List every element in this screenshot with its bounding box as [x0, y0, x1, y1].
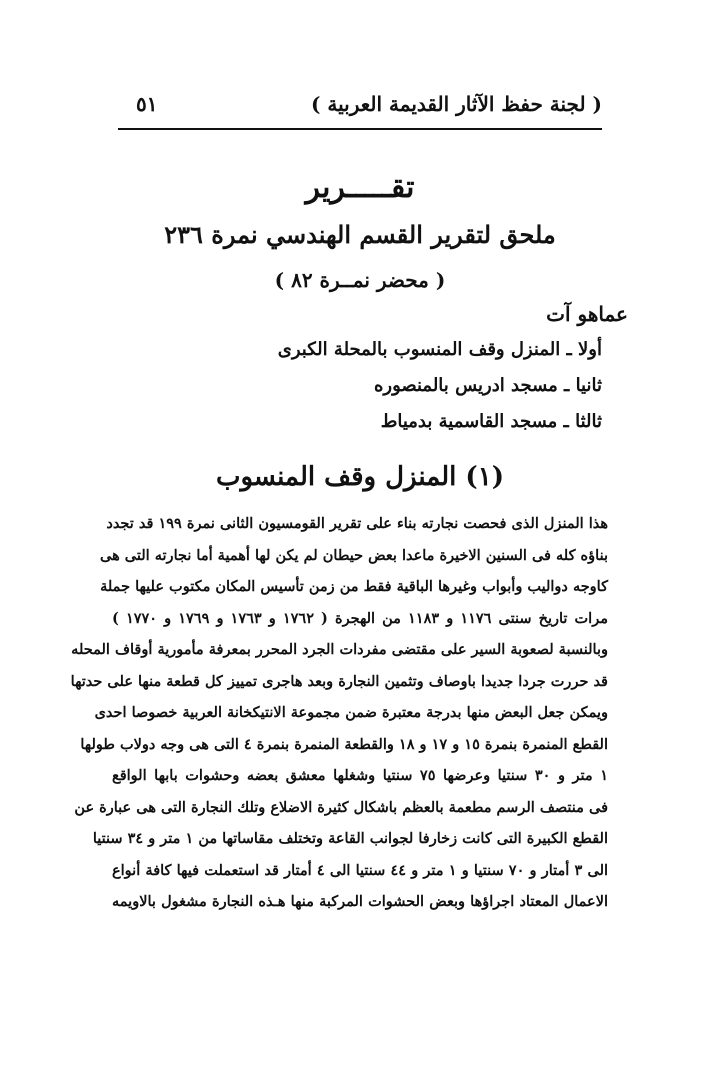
body-paragraph	[70, 508, 609, 918]
body-line: فى منتصف الرسم مطعمة بالعظم باشكال كثيرة الاضلاع وتلك النجارة التى هى عبارة عن	[74, 798, 608, 816]
running-header	[118, 92, 602, 126]
monuments-heading: عماهو آت	[546, 302, 628, 326]
body-line: ويمكن جعل البعض منها بدرجة معتبرة ضمن مجموعة الانتيكخانة العربية خصوصا احدى	[94, 704, 608, 721]
body-line: ١ متر و ٣٠ سنتيا وعرضها ٧٥ سنتيا وشغلها معشق بعضه وحشوات بابها الواقع	[112, 767, 608, 784]
section-heading: (١) المنزل وقف المنسوب	[215, 462, 505, 492]
body-line: هذا المنزل الذى فحصت نجارته بناء على تقرير القومسيون الثانى نمرة ١٩٩ قد تجدد	[106, 515, 608, 532]
monument-item-3: ثالثا ـ مسجد القاسمية بدمياط	[380, 411, 602, 432]
body-line: كاوجه دواليب وأبواب وغيرها الباقية فقط من زمن تأسيس المكان مكتوب عليها جملة	[100, 578, 608, 595]
header-rule	[118, 128, 602, 130]
body-line: القطع المنمرة بنمرة ١٥ و ١٧ و ١٨ والقطعة المنمرة بنمرة ٤ التى هى وجه دولاب طولها	[80, 735, 608, 753]
body-line: وبالنسبة لصعوبة السير على مقتضى مفردات الجرد المحرر بمعرفة مأمورية أوقاف المحله	[71, 641, 608, 658]
page-number: ٥١	[136, 92, 158, 116]
monument-list	[278, 332, 602, 440]
report-subtitle: ملحق لتقرير القسم الهندسي نمرة ٢٣٦	[164, 220, 556, 249]
monument-item-2: ثانيا ـ مسجد ادريس بالمنصوره	[373, 375, 602, 396]
running-title: ( لجنة حفظ الآثار القديمة العربية )	[311, 92, 602, 116]
monument-item-1: أولا ـ المنزل وقف المنسوب بالمحلة الكبرى	[277, 339, 602, 360]
body-line: القطع الكبيرة التى كانت زخارفا لجوانب القاعة وتختلف مقاساتها من ١ متر و ٣٤ سنتيا	[92, 830, 608, 847]
body-line: الى ٣ أمتار و ٧٠ سنتيا و ١ متر و ٤٤ سنتيا الى ٤ أمتار قد استعملت فيها كافة أنواع	[112, 861, 609, 879]
body-line: قد حررت جردا جديدا باوصاف وتثمين النجارة وبعد هاجرى تمييز كل قطعة منها على حدتها	[70, 672, 608, 690]
report-title: تقـــــرير	[305, 170, 415, 205]
body-line: الاعمال المعتاد اجراؤها وبعض الحشوات المركبة منها هـذه النجارة مشغول بالاويمه	[112, 893, 608, 910]
minutes-reference: ( محضر نمــرة ٨٢ )	[274, 268, 446, 292]
body-line: مرات تاريخ سنتى ١١٧٦ و ١١٨٣ من الهجرة ( ١٧٦٢ و ١٧٦٣ و ١٧٦٩ و ١٧٧٠ )	[112, 609, 608, 627]
body-line: بناؤه كله فى السنين الاخيرة ماعدا بعض حيطان لم يكن لها أهمية أما نجارته التى هى	[100, 546, 608, 564]
